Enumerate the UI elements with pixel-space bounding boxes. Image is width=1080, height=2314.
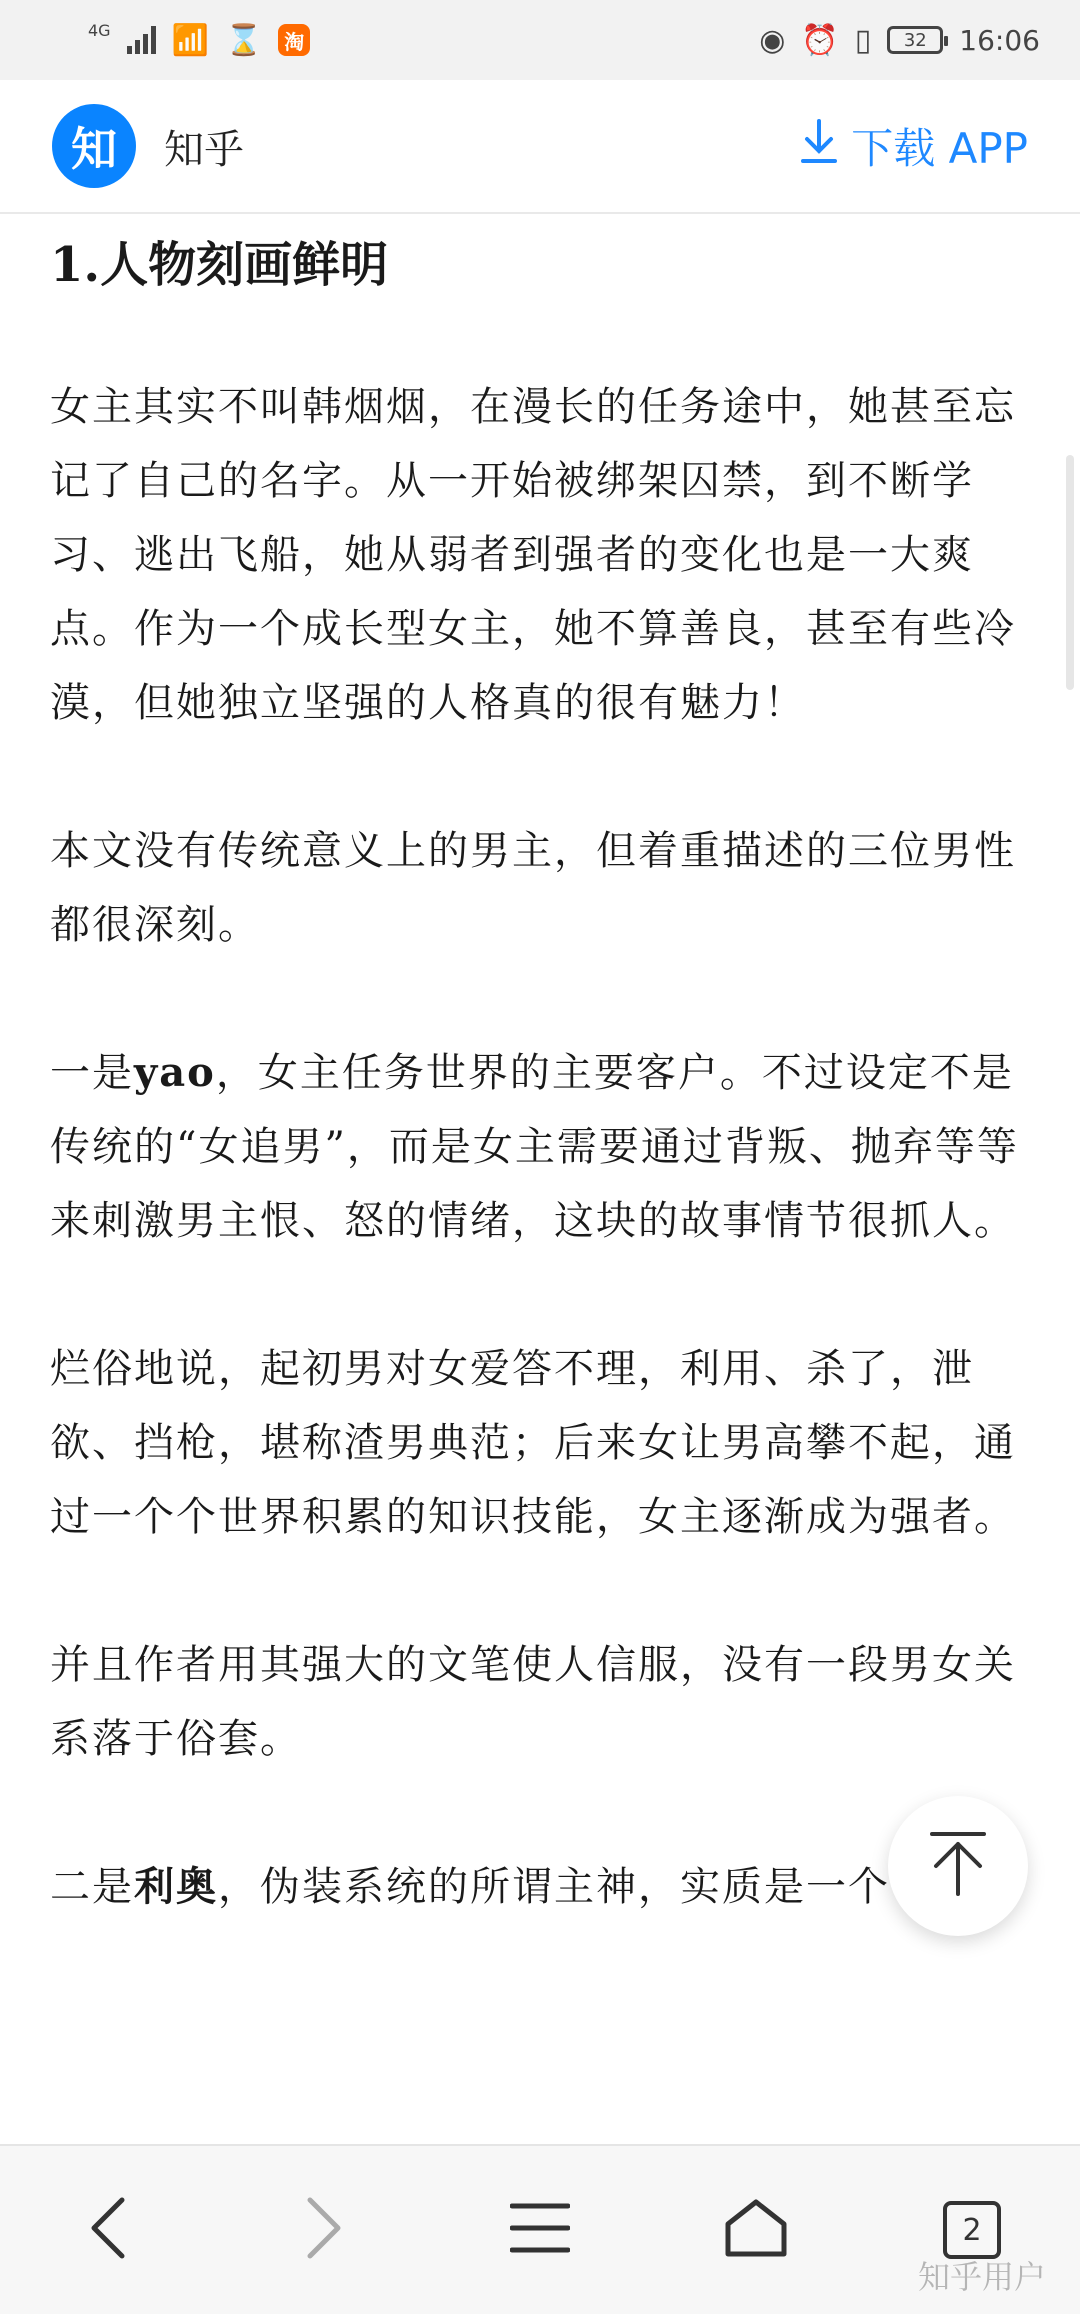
- paragraph-heroine: 女主其实不叫韩烟烟，在漫长的任务途中，她甚至忘记了自己的名字。从一开始被绑架囚禁，到不断学习、逃出飞船，她从弱者到强者的变化也是一大爽点。作为一个成长型女主，她不算善良，甚至有些冷漠，但她独立坚强的人格真的很有魅力！: [50, 384, 1016, 726]
- article-body: [50, 230, 1030, 1998]
- status-right: [759, 23, 1040, 58]
- leo-prefix: 二是: [50, 1864, 134, 1910]
- app-header: [0, 80, 1080, 214]
- network-type-label: 4G: [88, 20, 111, 40]
- menu-button[interactable]: [480, 2170, 600, 2290]
- yao-name: yao: [134, 1049, 216, 1096]
- back-button[interactable]: [48, 2170, 168, 2290]
- tab-count-icon: 2: [943, 2201, 1001, 2259]
- arrow-up-icon: [926, 1828, 990, 1904]
- chevron-left-icon: [88, 2196, 128, 2264]
- eye-comfort-icon: ◉: [759, 22, 786, 58]
- home-icon: [724, 2198, 788, 2262]
- vibrate-icon: ▯: [854, 22, 872, 58]
- paragraph-author: 并且作者用其强大的文笔使人信服，没有一段男女关系落于俗套。: [50, 1642, 1016, 1762]
- alarm-icon: ⏰: [801, 22, 839, 58]
- status-left: [88, 20, 310, 58]
- status-bar: [0, 0, 1080, 80]
- scrollbar[interactable]: [1066, 455, 1074, 690]
- yao-rest: ，女主任务世界的主要客户。不过设定不是传统的“女追男”，而是女主需要通过背叛、抛弃等等来刺激男主恨、怒的情绪，这块的故事情节很抓人。: [50, 1050, 1019, 1244]
- paragraph-male-leads: 本文没有传统意义上的男主，但着重描述的三位男性都很深刻。: [50, 828, 1016, 948]
- paragraph-yao: [50, 1036, 1030, 1258]
- download-app-button[interactable]: [799, 116, 1028, 176]
- back-to-top-button[interactable]: [888, 1796, 1028, 1936]
- leo-name: 利奥: [134, 1863, 218, 1910]
- hourglass-icon: ⌛: [224, 22, 263, 58]
- taobao-notification-icon: 淘: [278, 24, 310, 56]
- download-label: 下载 APP: [851, 124, 1028, 173]
- forward-button[interactable]: [264, 2170, 384, 2290]
- battery-icon: 32: [887, 26, 943, 54]
- chevron-right-icon: [304, 2196, 344, 2264]
- zhihu-logo[interactable]: 知: [52, 104, 136, 188]
- signal-icon: [127, 26, 156, 54]
- home-button[interactable]: [696, 2170, 816, 2290]
- yao-prefix: 一是: [50, 1050, 134, 1096]
- paragraph-leo: [50, 1850, 1030, 1924]
- download-icon: [799, 117, 839, 176]
- section-heading: 1.人物刻画鲜明: [50, 237, 389, 293]
- menu-icon: [510, 2200, 570, 2260]
- paragraph-cliche: 烂俗地说，起初男对女爱答不理，利用、杀了，泄欲、挡枪，堪称渣男典范；后来女让男高攀不起，通过一个个世界积累的知识技能，女主逐渐成为强者。: [50, 1346, 1016, 1540]
- brand[interactable]: [52, 104, 244, 188]
- watermark: 知乎用户: [917, 2258, 1046, 2296]
- clock: 16:06: [959, 23, 1040, 57]
- wifi-icon: 📶: [171, 22, 209, 58]
- leo-rest: ，伪装系统的所谓主神，实质是一个: [218, 1864, 890, 1910]
- brand-name: 知乎: [164, 126, 244, 173]
